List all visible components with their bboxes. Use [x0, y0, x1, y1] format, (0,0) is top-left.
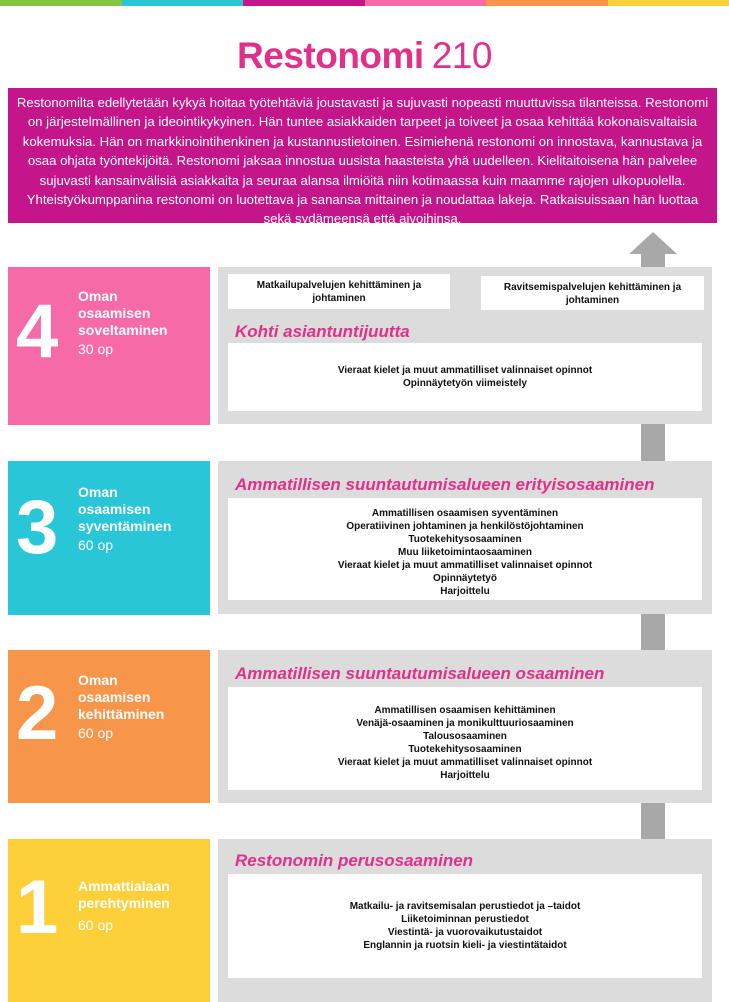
level-name-line: osaamisen: [78, 305, 151, 321]
level-3-card: [8, 461, 210, 615]
level-1-card: [8, 839, 210, 1002]
sub-box-catering: Ravitsemispalvelujen kehittäminen ja johtaminen: [481, 276, 704, 310]
level-name: [78, 878, 170, 912]
level-heading: Ammatillisen suuntautumisalueen erityisosaaminen: [235, 475, 655, 494]
course-item: Harjoittelu: [440, 770, 490, 781]
course-item: Opinnäytetyö: [433, 573, 497, 584]
level-number: 3: [16, 485, 59, 570]
level-heading: Restonomin perusosaaminen: [235, 851, 474, 870]
level-content-box: [228, 498, 702, 600]
up-arrow-icon: [629, 232, 677, 254]
intro-text: Restonomilta edellytetään kykyä hoitaa työtehtäviä joustavasti ja sujuvasti nopeasti muuttuvissa tilanteissa. Restonomi on järjestelmällinen ja ideointikykyinen. Hän tuntee asiakkaiden tarpeet ja toiveet ja osaa kehittää kokonaisvaltaisia kokemuksia. Hän on markkinointihenkinen ja kustannustietoinen. Esimiehenä restonomi on innostava, kannustava ja osaa ohjata työntekijöitä. Restonomi jaksaa innostua uusista haasteista yhä uudelleen. Kielitaitoisena hän palvelee sujuvasti kansainvälisiä asiakkaita ja seuraa alansa ilmiöitä niin kotimaassa kuin maamme rajojen ulkopuolella. Yhteistyökumppanina restonomi on luotettava ja sanansa mittainen ja noudattaa lakeja. Ratkaisuissaan hän luottaa sekä sydämeensä että aivoihinsa.: [8, 88, 717, 223]
level-name-line: soveltaminen: [78, 322, 168, 338]
course-item: Tuotekehitysosaaminen: [408, 744, 522, 755]
level-3-panel: [218, 461, 712, 614]
level-content-box: [228, 687, 702, 790]
level-content-box: [228, 343, 702, 411]
level-4-card: [8, 267, 210, 425]
course-item: Opinnäytetyön viimeistely: [403, 378, 527, 389]
level-heading: Ammatillisen suuntautumisalueen osaaminen: [235, 664, 605, 683]
level-name: [78, 672, 164, 723]
course-item: Talousosaaminen: [423, 731, 507, 742]
course-item: Harjoittelu: [440, 586, 490, 597]
level-credits: 30 op: [78, 341, 114, 357]
course-item: Ammatillisen osaamisen syventäminen: [371, 508, 559, 519]
top-color-bar: [0, 0, 729, 6]
color-stripe: [243, 0, 365, 6]
level-name-line: Oman: [78, 288, 118, 304]
course-item: Tuotekehitysosaaminen: [408, 534, 522, 545]
course-item: Operatiivinen johtaminen ja henkilöstöjohtaminen: [346, 521, 584, 532]
course-item: Vieraat kielet ja muut ammatilliset valinnaiset opinnot: [337, 365, 593, 376]
course-item: Matkailu- ja ravitsemisalan perustiedot ja –taidot: [349, 901, 581, 912]
level-number: 1: [16, 865, 59, 950]
arrow-connector: [641, 803, 665, 839]
level-2-card: [8, 650, 210, 803]
level-name: [78, 288, 167, 339]
course-item: Englannin ja ruotsin kieli- ja viestintätaidot: [363, 940, 567, 951]
course-item: Liiketoiminnan perustiedot: [401, 914, 529, 925]
course-item: Vieraat kielet ja muut ammatilliset valinnaiset opinnot: [337, 560, 593, 571]
level-content-box: [228, 874, 702, 978]
course-item: Vieraat kielet ja muut ammatilliset valinnaiset opinnot: [337, 757, 593, 768]
level-number: 2: [16, 671, 59, 756]
course-item: Viestintä- ja vuorovaikutustaidot: [387, 927, 543, 938]
sub-box-tourism: Matkailupalvelujen kehittäminen ja johtaminen: [228, 274, 450, 309]
level-2-panel: [218, 650, 712, 803]
level-name-line: kehittäminen: [78, 706, 165, 722]
title-main: Restonomi: [237, 35, 424, 76]
level-name-line: perehtyminen: [78, 895, 170, 911]
color-stripe: [0, 0, 122, 6]
level-number: 4: [16, 289, 59, 374]
arrow-connector: [641, 614, 665, 650]
color-stripe: [122, 0, 244, 6]
title-number: 210: [431, 35, 492, 76]
level-name-line: Oman: [78, 672, 118, 688]
page-title: [0, 34, 729, 78]
course-item: Muu liiketoimintaosaaminen: [398, 547, 532, 558]
color-stripe: [365, 0, 487, 6]
course-item: Ammatillisen osaamisen kehittäminen: [374, 705, 556, 716]
arrow-connector: [641, 424, 665, 461]
level-1-panel: [218, 839, 712, 1002]
level-name-line: Ammattialaan: [78, 878, 170, 894]
level-name-line: osaamisen: [78, 501, 151, 517]
level-credits: 60 op: [78, 537, 114, 553]
level-name-line: syventäminen: [78, 518, 172, 534]
level-name-line: Oman: [78, 484, 118, 500]
level-name-line: osaamisen: [78, 689, 151, 705]
level-name: [78, 484, 171, 535]
color-stripe: [608, 0, 729, 6]
level-credits: 60 op: [78, 917, 114, 933]
level-credits: 60 op: [78, 725, 114, 741]
level-heading: Kohti asiantuntijuutta: [235, 322, 410, 341]
color-stripe: [486, 0, 608, 6]
course-item: Venäjä-osaaminen ja monikulttuuriosaaminen: [356, 718, 574, 729]
level-4-panel: [218, 267, 712, 424]
